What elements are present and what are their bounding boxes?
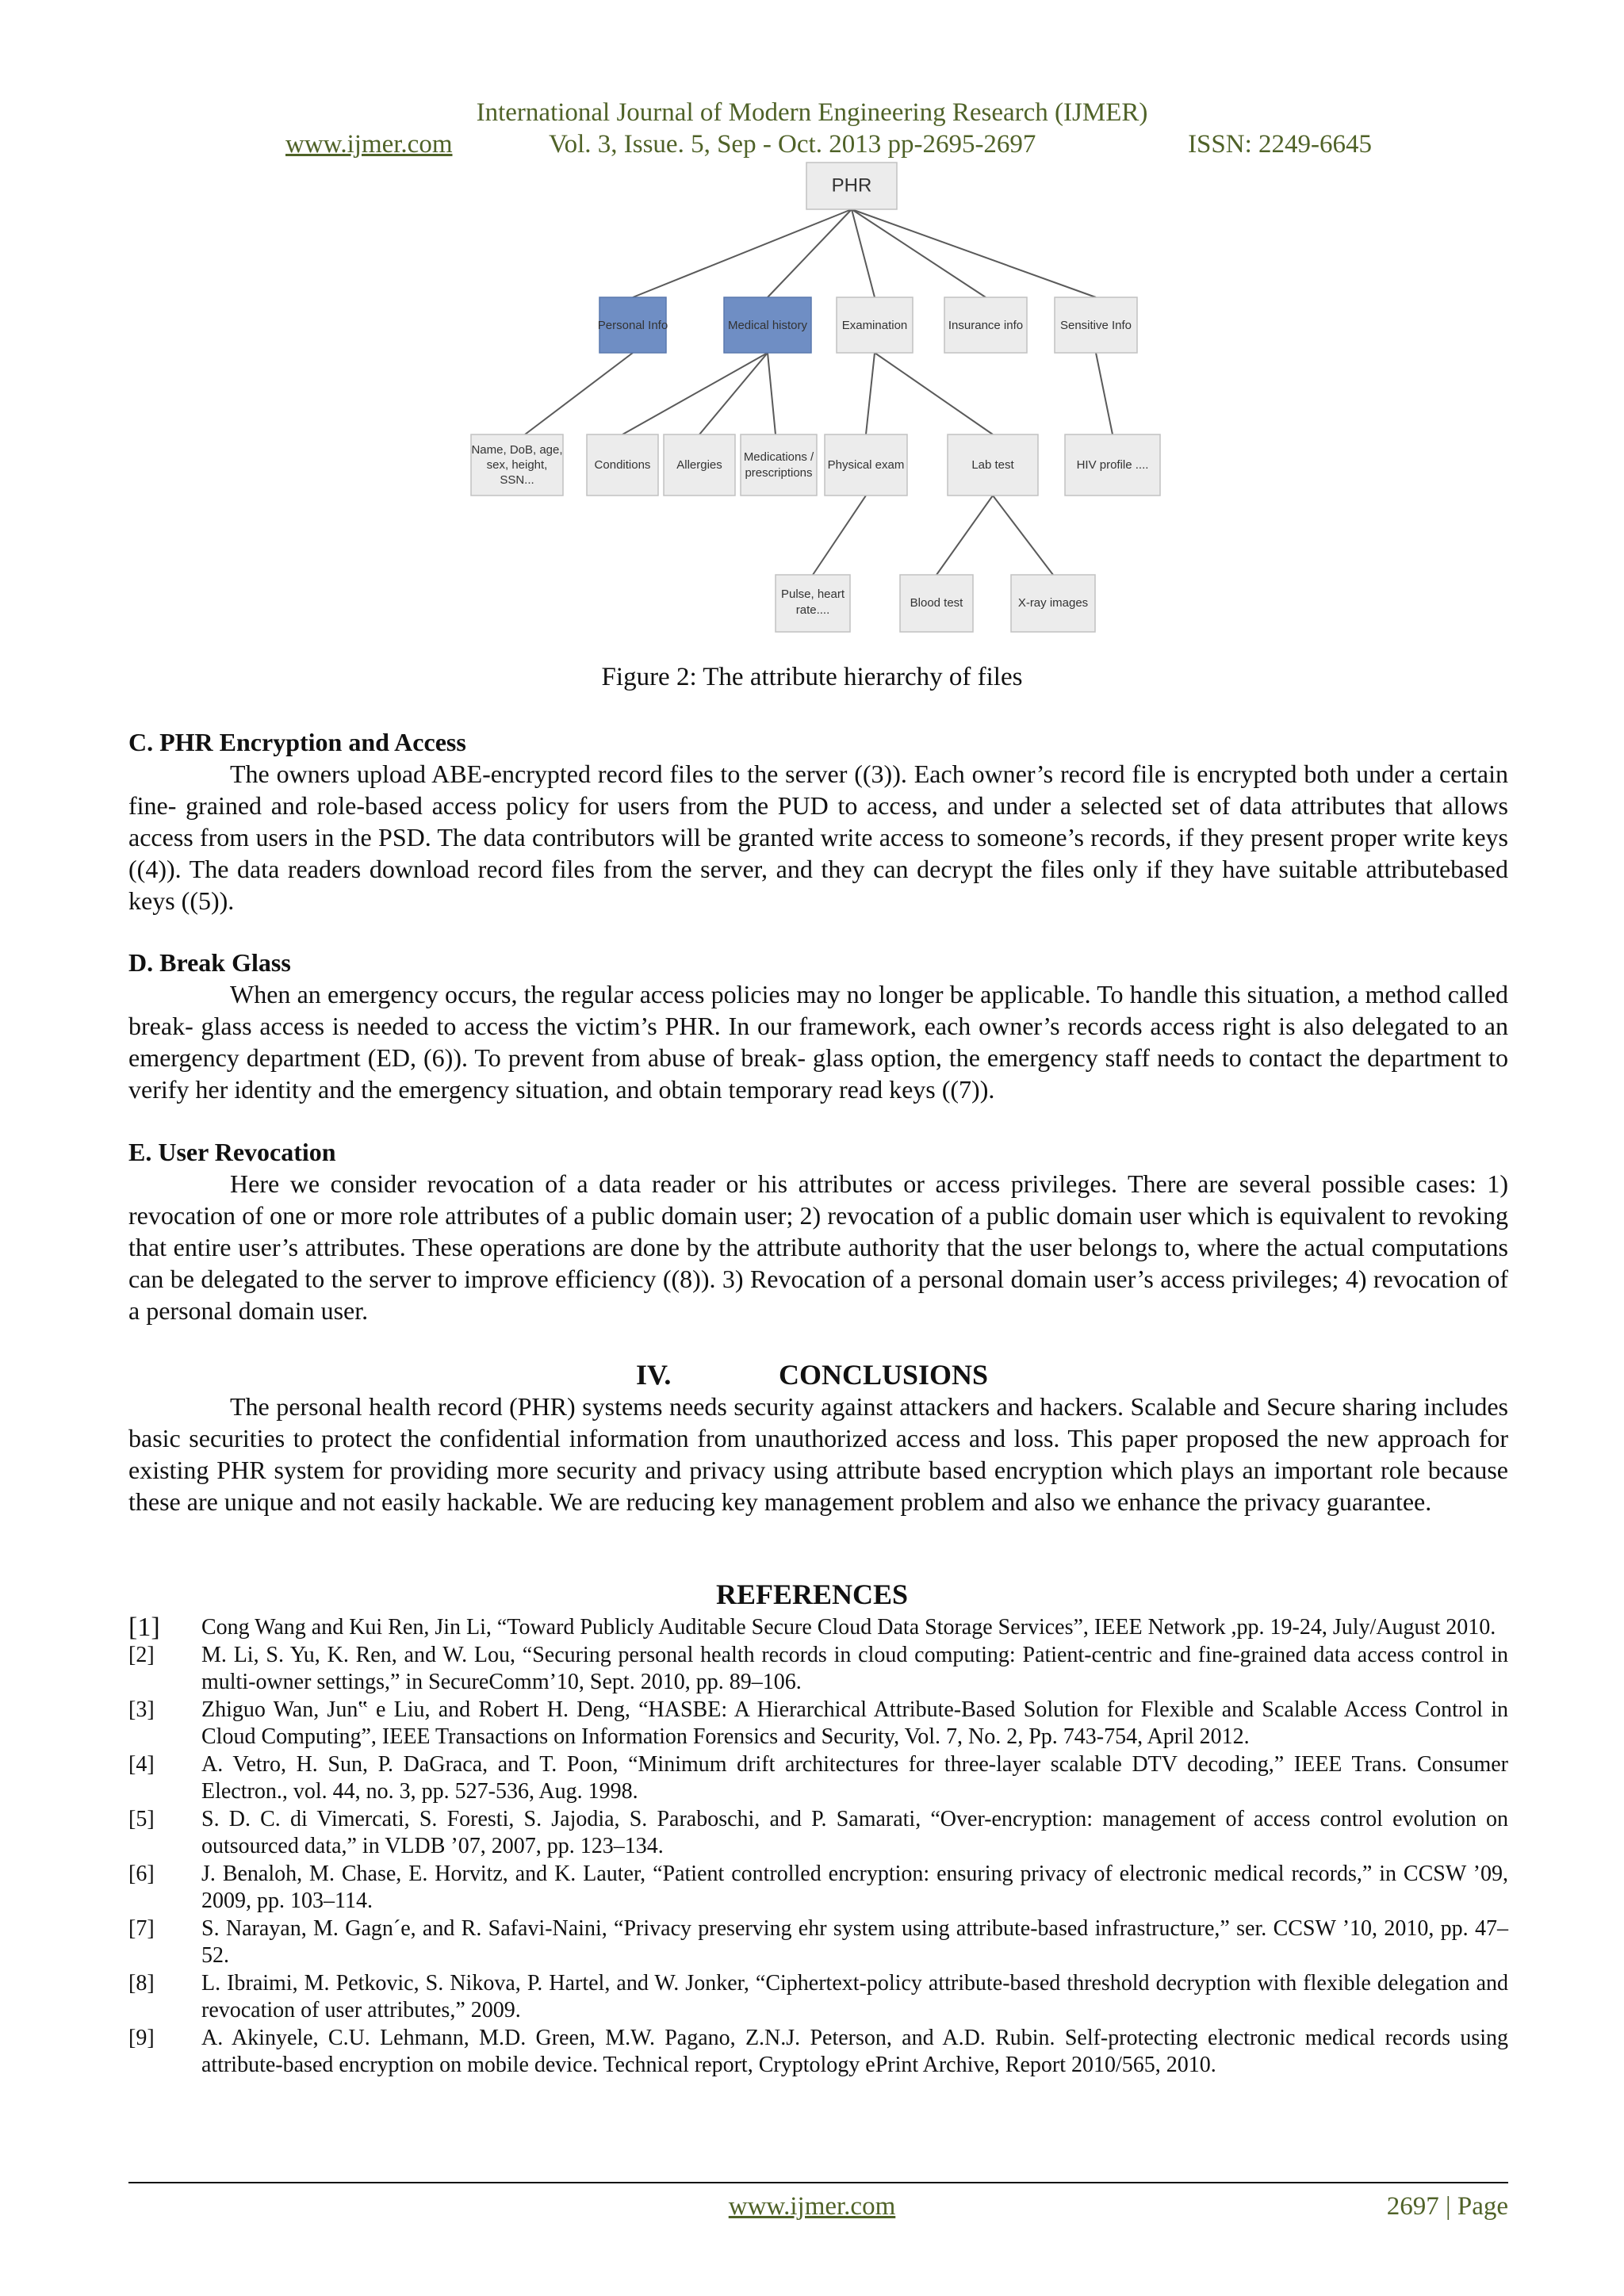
edge-lab-blood xyxy=(936,496,993,575)
section-e-body xyxy=(128,1168,1508,1326)
node-sensitive-info-label: Sensitive Info xyxy=(1059,318,1132,332)
node-allergies xyxy=(664,434,735,496)
node-medications-line2: prescriptions xyxy=(745,465,813,480)
journal-title: International Journal of Modern Engineering Research (IJMER) xyxy=(476,98,1148,127)
reference-item xyxy=(128,1614,1508,1642)
section-c-body xyxy=(128,758,1508,916)
reference-number: [2] xyxy=(128,1642,155,1667)
node-pulse-line1: Pulse, heart xyxy=(780,587,845,601)
reference-text: Cong Wang and Kui Ren, Jin Li, “Toward Publicly Auditable Secure Cloud Data Storage Services”, IEEE Network ,pp. 19-24, July/August 2010. xyxy=(201,1615,1496,1640)
reference-item xyxy=(128,1861,1508,1915)
reference-number: [1] xyxy=(128,1613,160,1642)
section-d-heading: D. Break Glass xyxy=(128,948,291,977)
edge-personal-name xyxy=(525,353,633,434)
node-examination xyxy=(837,297,913,353)
edge-phr-sensitive xyxy=(852,209,1096,297)
node-name-dob-line1: Name, DoB, age, xyxy=(471,442,563,457)
edge-sensitive-hiv xyxy=(1096,353,1113,434)
conclusions-body xyxy=(128,1391,1508,1517)
edge-medical-allergies xyxy=(699,353,768,434)
node-lab-test-label: Lab test xyxy=(971,457,1014,472)
edge-physical-pulse xyxy=(813,496,866,575)
node-conditions xyxy=(587,434,658,496)
reference-number: [7] xyxy=(128,1915,155,1941)
reference-number: [8] xyxy=(128,1970,155,1996)
journal-url-link[interactable]: www.ijmer.com xyxy=(285,130,453,159)
node-medical-history xyxy=(724,297,811,353)
journal-issn: ISSN: 2249-6645 xyxy=(1188,130,1372,159)
reference-item xyxy=(128,1642,1508,1697)
edge-exam-physical xyxy=(866,353,875,434)
node-hiv-profile xyxy=(1065,434,1160,496)
reference-text: M. Li, S. Yu, K. Ren, and W. Lou, “Securing personal health records in cloud computing: Patient-centric and fine-grained data access control in multi-owner settings,” in SecureComm’10, Sept. 2010, pp. 89–106. xyxy=(201,1642,1508,1694)
node-xray xyxy=(1011,575,1095,632)
references-heading: REFERENCES xyxy=(715,1578,909,1610)
conclusions-heading xyxy=(0,1358,1624,1391)
footer-divider xyxy=(128,2182,1508,2183)
node-phr xyxy=(806,163,897,209)
conclusions-title: CONCLUSIONS xyxy=(778,1359,989,1391)
footer-page-number: 2697 | Page xyxy=(1386,2192,1508,2221)
reference-text: Zhiguo Wan, Jun‟ e Liu, and Robert H. Deng, “HASBE: A Hierarchical Attribute-Based Solution for Flexible and Scalable Access Control in Cloud Computing”, IEEE Transactions on Information Forensics and Security, Vol. 7, No. 2, Pp. 743-754, April 2012. xyxy=(201,1697,1508,1749)
node-name-dob-line3: SSN... xyxy=(500,473,534,487)
node-pulse-line2: rate.... xyxy=(795,603,830,617)
edge-exam-lab xyxy=(875,353,993,434)
reference-number: [4] xyxy=(128,1751,155,1777)
footer-url-link[interactable]: www.ijmer.com xyxy=(728,2192,896,2221)
section-c-paragraph: The owners upload ABE-encrypted record files to the server ((3)). Each owner’s record file is encrypted both under a certain fine- grained and role-based access policy for users from the PUD to access, and under a selected set of data attributes that allows access from users in the PSD. The data contributors will be granted write access to someone’s records, if they present proper write keys ((4)). The data readers download record files from the server, and they can decrypt the files only if they have suitable attributebased keys ((5)). xyxy=(128,760,1508,915)
node-personal-info-label: Personal Info xyxy=(597,318,668,332)
node-blood-test-label: Blood test xyxy=(910,595,963,610)
diagram-edges xyxy=(525,209,1113,575)
section-d-paragraph: When an emergency occurs, the regular access policies may no longer be applicable. To handle this situation, a method called break- glass access is needed to access the victim’s PHR. In our framework, each owner’s records access right is also delegated to an emergency department (ED, (6)). To prevent from abuse of break- glass option, the emergency staff needs to contact the department to verify her identity and the emergency situation, and obtain temporary read keys ((7)). xyxy=(128,980,1508,1104)
node-personal-info xyxy=(598,297,668,353)
reference-number: [3] xyxy=(128,1697,155,1722)
figure-caption: Figure 2: The attribute hierarchy of files xyxy=(601,663,1023,691)
node-allergies-label: Allergies xyxy=(676,457,722,472)
reference-item xyxy=(128,1915,1508,1970)
edge-medical-medications xyxy=(768,353,776,434)
section-e-paragraph: Here we consider revocation of a data reader or his attributes or access privileges. There are several possible cases: 1) revocation of one or more role attributes of a public domain user; 2) revocation of a public domain user which is equivalent to revoking that entire user’s attributes. These operations are done by the attribute authority that the user belongs to, where the actual computations can be delegated to the server to improve efficiency ((8)). 3) Revocation of a personal domain user’s access privileges; 4) revocation of a personal domain user. xyxy=(128,1169,1508,1325)
node-blood-test xyxy=(900,575,973,632)
node-conditions-label: Conditions xyxy=(594,457,651,472)
reference-item xyxy=(128,2025,1508,2080)
node-pulse xyxy=(776,575,850,632)
reference-text: J. Benaloh, M. Chase, E. Horvitz, and K. Lauter, “Patient controlled encryption: ensuring privacy of electronic medical records,” in CCSW ’09, 2009, pp. 103–114. xyxy=(201,1861,1508,1913)
hierarchy-diagram xyxy=(460,159,1174,634)
reference-number: [5] xyxy=(128,1806,155,1831)
reference-number: [9] xyxy=(128,2025,155,2050)
edge-medical-conditions xyxy=(622,353,768,434)
edge-lab-xray xyxy=(993,496,1053,575)
node-name-dob xyxy=(471,434,563,496)
reference-text: L. Ibraimi, M. Petkovic, S. Nikova, P. Hartel, and W. Jonker, “Ciphertext-policy attribute-based threshold decryption with flexible delegation and revocation of user attributes,” 2009. xyxy=(201,1970,1508,2022)
conclusions-paragraph: The personal health record (PHR) systems needs security against attackers and hackers. Scalable and Secure sharing includes basic securities to protect the confidential information from unauthorized access and loss. This paper proposed the new approach for existing PHR system for providing more security and privacy using attribute based encryption which plays an important role because these are unique and not easily hackable. We are reducing key management problem and also we enhance the privacy guarantee. xyxy=(128,1392,1508,1516)
node-hiv-profile-label: HIV profile .... xyxy=(1076,457,1149,472)
reference-text: A. Vetro, H. Sun, P. DaGraca, and T. Poon, “Minimum drift architectures for three-layer scalable DTV decoding,” IEEE Trans. Consumer Electron., vol. 44, no. 3, pp. 527-536, Aug. 1998. xyxy=(201,1751,1508,1804)
reference-item xyxy=(128,1806,1508,1861)
node-phr-label: PHR xyxy=(831,174,872,197)
reference-number: [6] xyxy=(128,1861,155,1886)
reference-item xyxy=(128,1751,1508,1806)
attribute-hierarchy-figure xyxy=(460,159,1174,634)
node-lab-test xyxy=(948,434,1038,496)
node-medications xyxy=(741,434,817,496)
edge-phr-personal xyxy=(633,209,852,297)
node-sensitive-info xyxy=(1055,297,1137,353)
node-medical-history-label: Medical history xyxy=(727,318,808,332)
section-e-heading: E. User Revocation xyxy=(128,1138,336,1166)
node-medications-line1: Medications / xyxy=(743,450,814,464)
conclusions-number: IV. xyxy=(635,1359,672,1391)
reference-text: A. Akinyele, C.U. Lehmann, M.D. Green, M.W. Pagano, Z.N.J. Peterson, and A.D. Rubin. Self-protecting electronic medical records using attribute-based encryption on mobile device. Technical report, Cryptology ePrint Archive, Report 2010/565, 2010. xyxy=(201,2025,1508,2077)
reference-text: S. Narayan, M. Gagn´e, and R. Safavi-Naini, “Privacy preserving ehr system using attribute-based infrastructure,” ser. CCSW ’10, 2010, pp. 47–52. xyxy=(201,1915,1508,1968)
reference-item xyxy=(128,1970,1508,2025)
node-insurance-info-label: Insurance info xyxy=(948,318,1024,332)
node-insurance-info xyxy=(944,297,1027,353)
node-physical-exam xyxy=(825,434,907,496)
references-list xyxy=(128,1614,1508,2080)
node-examination-label: Examination xyxy=(841,318,908,332)
node-name-dob-line2: sex, height, xyxy=(486,457,548,472)
edge-phr-medical xyxy=(768,209,852,297)
section-c-heading: C. PHR Encryption and Access xyxy=(128,728,466,756)
node-xray-label: X-ray images xyxy=(1017,595,1089,610)
reference-text: S. D. C. di Vimercati, S. Foresti, S. Jajodia, S. Paraboschi, and P. Samarati, “Over-encryption: management of access control evolution on outsourced data,” in VLDB ’07, 2007, pp. 123–134. xyxy=(201,1806,1508,1858)
node-physical-exam-label: Physical exam xyxy=(827,457,905,472)
journal-volume: Vol. 3, Issue. 5, Sep - Oct. 2013 pp-2695-2697 xyxy=(549,130,1036,159)
reference-item xyxy=(128,1697,1508,1751)
section-d-body xyxy=(128,978,1508,1105)
